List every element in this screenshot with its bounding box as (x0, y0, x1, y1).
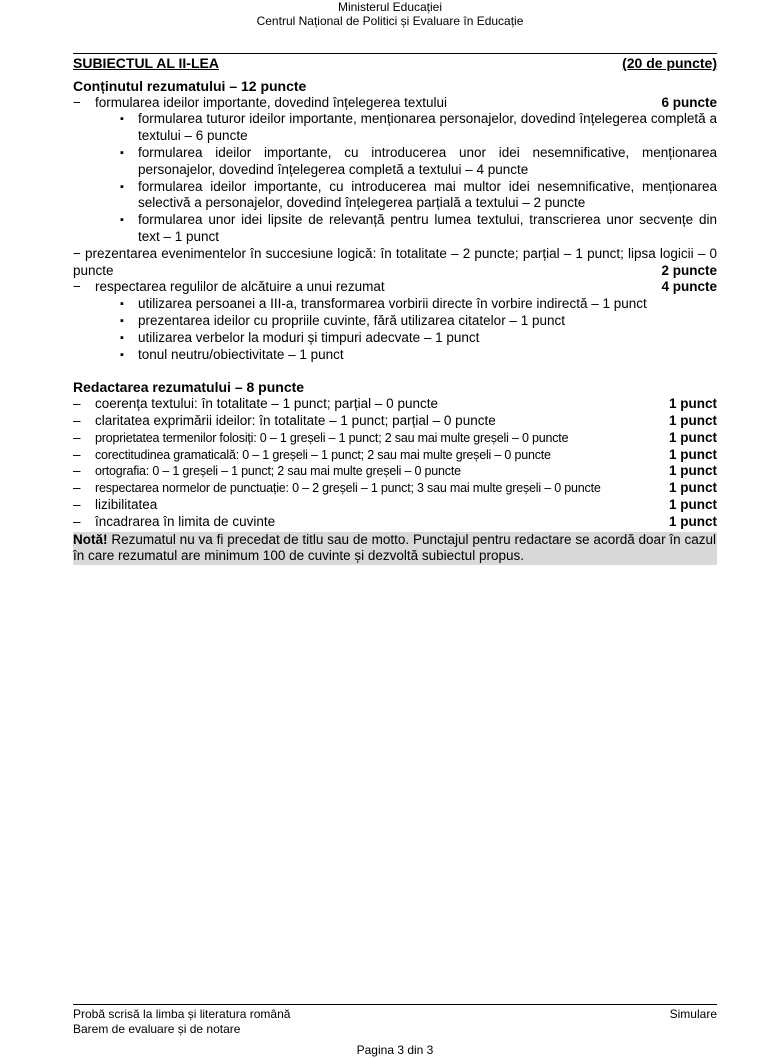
criterion-points: 1 punct (668, 396, 717, 412)
main-content (73, 53, 717, 565)
criterion-dash: − (73, 94, 81, 110)
bullet-item: ▪ tonul neutru/obiectivitate – 1 punct (138, 347, 717, 364)
criterion-points: 1 punct (668, 463, 717, 479)
bullet-item: ▪ utilizarea persoanei a III-a, transformarea vorbirii directe în vorbire indirectă – 1 punct (138, 296, 717, 313)
document-header (0, 0, 780, 28)
criterion-dash: – (73, 446, 81, 462)
writing-criterion (73, 497, 717, 514)
criterion-dash: – (73, 396, 81, 412)
criterion-1 (73, 95, 717, 112)
criterion-dash: – (73, 412, 81, 428)
content-section-title: Conținutul rezumatului – 12 puncte (73, 77, 307, 94)
criterion-text: respectarea normelor de punctuație: 0 – 2 greșeli – 1 punct; 3 sau mai multe greșeli – 0 puncte (95, 481, 601, 496)
criterion-points: 4 puncte (661, 279, 717, 295)
writing-criterion (73, 413, 717, 430)
criterion-points: 1 punct (668, 429, 717, 445)
bullet-item: ▪ formularea tuturor ideilor importante, menționarea personajelor, dovedind înțelegerea completă a textului – 6 puncte (138, 111, 717, 145)
note-label: Notă! (73, 531, 108, 547)
ministry-name: Ministerul Educației (337, 0, 443, 14)
criterion-3-bullets (73, 296, 717, 363)
bullet-item: ▪ prezentarea ideilor cu propriile cuvinte, fără utilizarea citatelor – 1 punct (138, 313, 717, 330)
criterion-text: proprietatea termenilor folosiți: 0 – 1 greșeli – 1 punct; 2 sau mai multe greșeli – 0 puncte (95, 430, 569, 445)
center-name: Centrul Național de Politici și Evaluare în Educație (256, 14, 524, 28)
exam-type: Simulare (669, 1007, 717, 1021)
section-gap (73, 363, 717, 379)
note-text: Rezumatul nu va fi precedat de titlu sau de motto. Punctajul pentru redactare se acordă doar în cazul în care rezumatul are minimum 100 de cuvinte și dezvoltă subiectul propus. (73, 531, 716, 564)
criterion-dash: – (73, 429, 81, 445)
writing-criterion (73, 447, 717, 464)
criterion-points: 1 punct (668, 496, 717, 512)
writing-criterion (73, 430, 717, 447)
criterion-text: respectarea regulilor de alcătuire a unui rezumat (95, 279, 385, 295)
criterion-3 (73, 279, 717, 296)
criterion-dash: – (73, 480, 81, 496)
criterion-points: 1 punct (668, 480, 717, 496)
criterion-dash: – (73, 463, 81, 479)
subject-heading (73, 53, 717, 72)
criterion-text: lizibilitatea (95, 496, 158, 512)
subject-title: SUBIECTUL AL II-LEA (73, 55, 219, 71)
bullet-item: ▪ formularea ideilor importante, cu introducerea mai multor idei nesemnificative, menționarea selectivă a personajelor, dovedind înțelegerea parțială a textului – 2 puncte (138, 179, 717, 213)
criterion-points: 1 punct (668, 513, 717, 529)
criterion-points: 1 punct (668, 446, 717, 462)
criterion-points: 2 puncte (661, 262, 717, 278)
criterion-dash: – (73, 513, 81, 529)
criterion-2 (73, 246, 717, 280)
criterion-text: claritatea exprimării ideilor: în totalitate – 1 punct; parțial – 0 puncte (95, 412, 496, 428)
bullet-item: ▪ utilizarea verbelor la moduri și timpuri adecvate – 1 punct (138, 330, 717, 347)
criterion-text: − prezentarea evenimentelor în succesiune logică: în totalitate – 2 puncte; parțial – 1 punct; lipsa logicii – 0 puncte (73, 245, 717, 278)
document-footer (73, 1004, 717, 1058)
criterion-text: corectitudinea gramaticală: 0 – 1 greșeli – 1 punct; 2 sau mai multe greșeli – 0 puncte (95, 447, 551, 462)
criterion-1-bullets (73, 111, 717, 245)
page-number: Pagina 3 din 3 (356, 1043, 434, 1057)
criterion-dash: − (73, 279, 81, 295)
criterion-text: ortografia: 0 – 1 greșeli – 1 punct; 2 sau mai multe greșeli – 0 puncte (95, 464, 461, 479)
writing-criterion (73, 463, 717, 480)
exam-name: Probă scrisă la limba și literatura română (73, 1007, 291, 1021)
criterion-points: 6 puncte (661, 94, 717, 110)
writing-criterion (73, 514, 717, 531)
bullet-item: ▪ formularea ideilor importante, cu introducerea unor idei nesemnificative, menționarea personajelor, dovedind înțelegerea completă a textului – 4 puncte (138, 145, 717, 179)
criterion-text: coerența textului: în totalitate – 1 punct; parțial – 0 puncte (95, 396, 438, 412)
subject-points: (20 de puncte) (622, 55, 717, 71)
criterion-dash: – (73, 496, 81, 512)
bullet-item: ▪ formularea unor idei lipsite de relevanță pentru lumea textului, transcrierea unor secvențe din text – 1 punct (138, 212, 717, 246)
criterion-text: formularea ideilor importante, dovedind înțelegerea textului (95, 94, 447, 110)
writing-criterion (73, 396, 717, 413)
footer-row (73, 1007, 717, 1022)
criterion-text: încadrarea în limita de cuvinte (95, 513, 276, 529)
criterion-points: 1 punct (668, 412, 717, 428)
writing-section-title: Redactarea rezumatului – 8 puncte (73, 379, 305, 396)
writing-criterion (73, 480, 717, 497)
note-box (73, 532, 717, 566)
document-type: Barem de evaluare și de notare (73, 1022, 241, 1036)
